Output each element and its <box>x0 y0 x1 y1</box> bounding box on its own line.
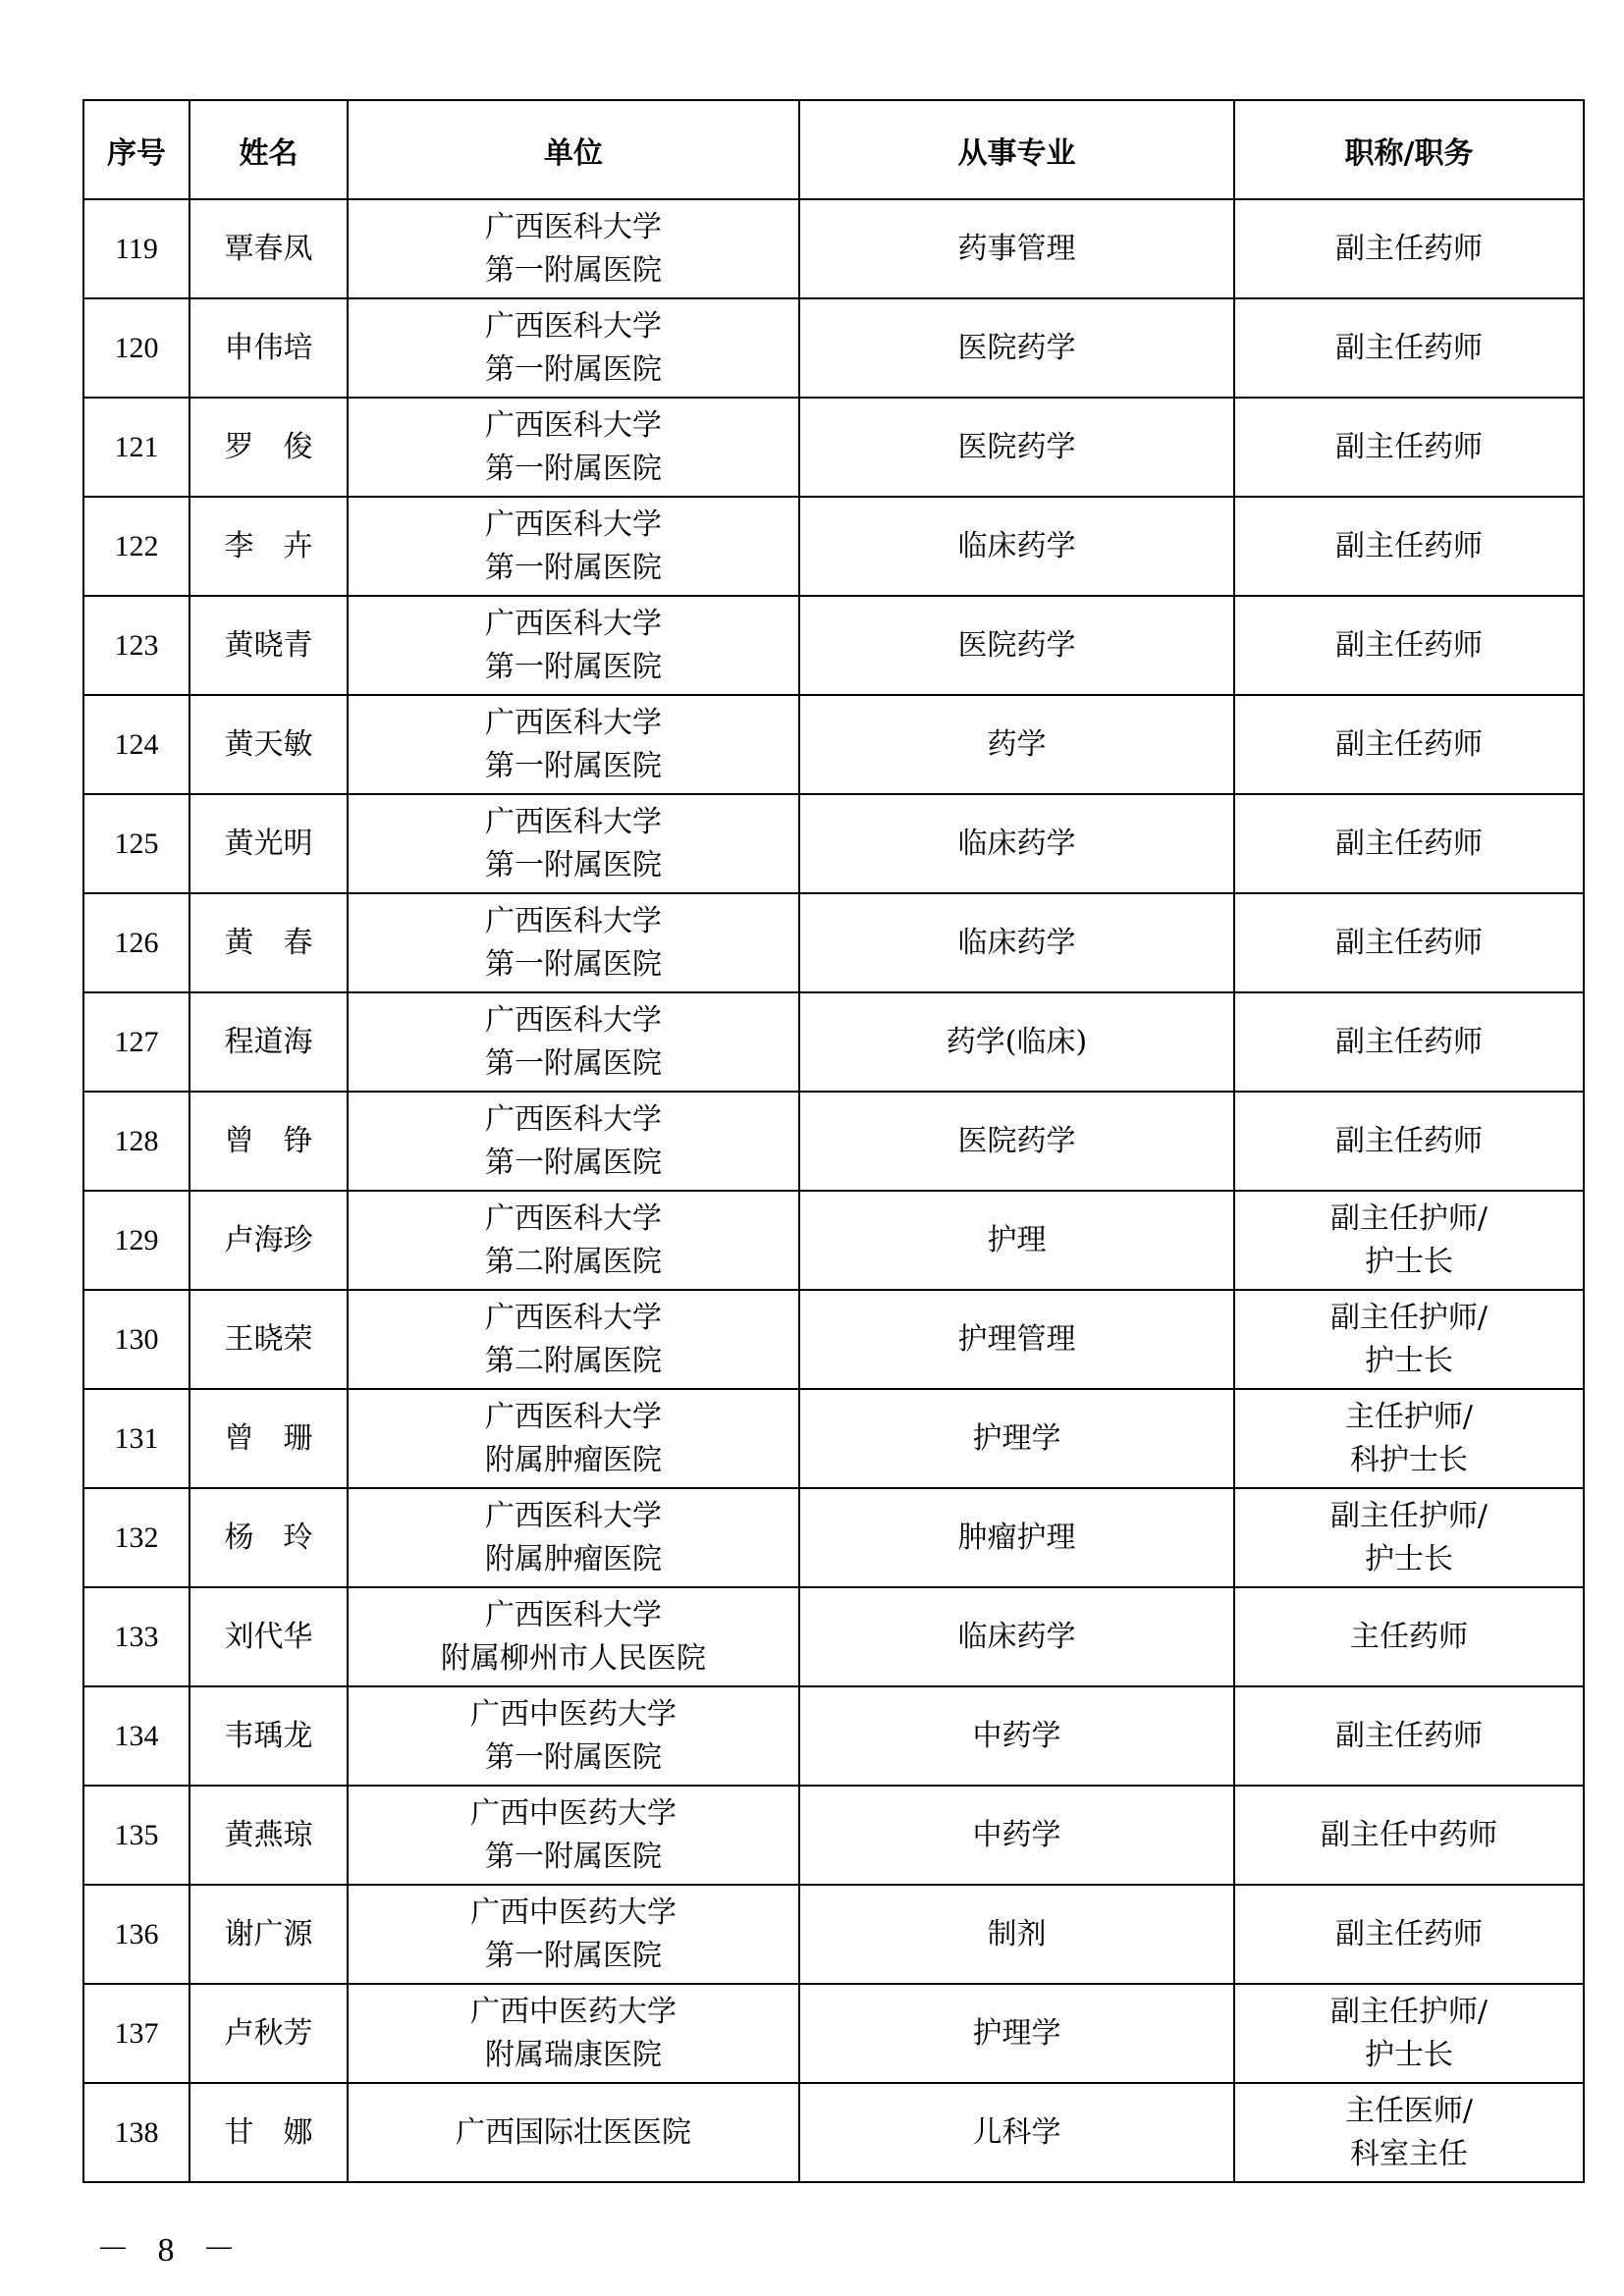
cell-unit-line: 广西医科大学 <box>485 1101 662 1137</box>
cell-unit-line: 第一附属医院 <box>485 451 662 486</box>
cell-title-position-line: 副主任药师 <box>1335 528 1483 563</box>
cell-unit-line: 广西医科大学 <box>485 804 662 839</box>
cell-major <box>799 1587 1234 1686</box>
cell-major-line: 医院药学 <box>957 330 1076 365</box>
cell-major <box>799 1786 1234 1885</box>
cell-name: 罗 俊 <box>189 398 348 497</box>
cell-major <box>799 1290 1234 1389</box>
cell-unit-line: 广西医科大学 <box>485 1201 662 1236</box>
cell-major <box>799 398 1234 497</box>
cell-unit-line: 广西医科大学 <box>485 1002 662 1038</box>
cell-unit-line: 广西中医药大学 <box>470 1895 677 1930</box>
cell-serial-number: 133 <box>83 1587 189 1686</box>
cell-unit-line: 第一附属医院 <box>485 1938 662 1973</box>
cell-title-position-line: 主任医师/ <box>1344 2093 1474 2128</box>
cell-title-position <box>1234 497 1584 596</box>
table-header-row <box>83 100 1584 199</box>
cell-unit <box>348 298 799 398</box>
cell-unit-line: 广西医科大学 <box>485 1300 662 1335</box>
cell-unit-line: 第一附属医院 <box>485 550 662 585</box>
cell-unit <box>348 1488 799 1587</box>
cell-title-position <box>1234 1885 1584 1984</box>
cell-name: 黄光明 <box>189 794 348 893</box>
cell-title-position-line: 副主任药师 <box>1335 1123 1483 1158</box>
table-row <box>83 1389 1584 1488</box>
cell-title-position-line: 副主任中药师 <box>1321 1817 1497 1852</box>
cell-major-line: 制剂 <box>987 1916 1047 1951</box>
cell-major-line: 临床药学 <box>957 1619 1076 1654</box>
header-serial-number: 序号 <box>83 100 189 199</box>
cell-serial-number: 125 <box>83 794 189 893</box>
cell-serial-number: 123 <box>83 596 189 695</box>
cell-title-position-line: 副主任药师 <box>1335 1718 1483 1753</box>
cell-title-position <box>1234 398 1584 497</box>
header-title-position: 职称/职务 <box>1234 100 1584 199</box>
cell-unit-line: 第一附属医院 <box>485 748 662 783</box>
cell-unit-line: 第一附属医院 <box>485 847 662 882</box>
cell-title-position-line: 科护士长 <box>1350 1442 1468 1477</box>
table-row <box>83 199 1584 298</box>
cell-unit-line: 第一附属医院 <box>485 252 662 288</box>
table-row <box>83 398 1584 497</box>
cell-unit <box>348 398 799 497</box>
cell-serial-number: 135 <box>83 1786 189 1885</box>
table-row <box>83 1092 1584 1191</box>
cell-unit-line: 第一附属医院 <box>485 1145 662 1180</box>
cell-major-line: 中药学 <box>972 1817 1061 1852</box>
cell-title-position <box>1234 992 1584 1092</box>
cell-name: 谢广源 <box>189 1885 348 1984</box>
cell-unit-line: 附属柳州市人民医院 <box>441 1640 706 1676</box>
table-row <box>83 1686 1584 1786</box>
cell-unit <box>348 1389 799 1488</box>
cell-unit-line: 广西医科大学 <box>485 903 662 938</box>
cell-unit-line: 第一附属医院 <box>485 946 662 982</box>
page-number: － 8 － <box>96 2232 245 2269</box>
cell-title-position-line: 主任药师 <box>1350 1619 1468 1654</box>
cell-name: 黄 春 <box>189 893 348 992</box>
cell-unit-line: 广西国际壮医医院 <box>456 2114 691 2150</box>
cell-unit <box>348 1786 799 1885</box>
cell-unit <box>348 1984 799 2083</box>
cell-serial-number: 127 <box>83 992 189 1092</box>
cell-major-line: 护理学 <box>972 2015 1061 2051</box>
cell-serial-number: 119 <box>83 199 189 298</box>
cell-name: 曾 珊 <box>189 1389 348 1488</box>
cell-title-position-line: 护士长 <box>1365 2037 1453 2072</box>
cell-major-line: 医院药学 <box>957 429 1076 464</box>
cell-major <box>799 298 1234 398</box>
table-body <box>83 199 1584 2182</box>
cell-title-position <box>1234 2083 1584 2182</box>
cell-major-line: 护理学 <box>972 1420 1061 1456</box>
cell-name: 刘代华 <box>189 1587 348 1686</box>
cell-major-line: 护理 <box>987 1222 1047 1257</box>
cell-serial-number: 134 <box>83 1686 189 1786</box>
cell-serial-number: 130 <box>83 1290 189 1389</box>
cell-serial-number: 138 <box>83 2083 189 2182</box>
cell-unit-line: 第一附属医院 <box>485 1839 662 1874</box>
cell-major <box>799 497 1234 596</box>
cell-serial-number: 137 <box>83 1984 189 2083</box>
cell-title-position-line: 副主任药师 <box>1335 627 1483 663</box>
cell-name: 黄燕琼 <box>189 1786 348 1885</box>
cell-unit-line: 第一附属医院 <box>485 649 662 684</box>
cell-name: 杨 玲 <box>189 1488 348 1587</box>
cell-title-position <box>1234 596 1584 695</box>
cell-major <box>799 1686 1234 1786</box>
cell-unit <box>348 2083 799 2182</box>
cell-title-position <box>1234 298 1584 398</box>
staff-roster-table <box>82 99 1585 2183</box>
cell-title-position-line: 副主任药师 <box>1335 330 1483 365</box>
cell-unit-line: 广西医科大学 <box>485 1399 662 1434</box>
cell-unit-line: 附属肿瘤医院 <box>485 1442 662 1477</box>
cell-major <box>799 893 1234 992</box>
cell-serial-number: 131 <box>83 1389 189 1488</box>
cell-unit-line: 第二附属医院 <box>485 1244 662 1279</box>
table-row <box>83 497 1584 596</box>
cell-major <box>799 794 1234 893</box>
table-row <box>83 298 1584 398</box>
cell-title-position-line: 主任护师/ <box>1344 1399 1474 1434</box>
cell-unit-line: 广西医科大学 <box>485 507 662 542</box>
cell-serial-number: 120 <box>83 298 189 398</box>
cell-major <box>799 596 1234 695</box>
table-row <box>83 596 1584 695</box>
cell-unit <box>348 596 799 695</box>
cell-unit-line: 广西中医药大学 <box>470 1696 677 1732</box>
table-row <box>83 794 1584 893</box>
cell-serial-number: 129 <box>83 1191 189 1290</box>
cell-title-position <box>1234 1587 1584 1686</box>
cell-title-position <box>1234 1389 1584 1488</box>
cell-name: 申伟培 <box>189 298 348 398</box>
table-row <box>83 1191 1584 1290</box>
cell-unit <box>348 1885 799 1984</box>
cell-unit-line: 第二附属医院 <box>485 1343 662 1378</box>
cell-unit <box>348 1191 799 1290</box>
cell-major <box>799 199 1234 298</box>
cell-major-line: 儿科学 <box>972 2114 1061 2150</box>
table-row <box>83 1786 1584 1885</box>
cell-title-position <box>1234 893 1584 992</box>
table-row <box>83 893 1584 992</box>
cell-unit-line: 广西医科大学 <box>485 705 662 740</box>
cell-unit <box>348 1587 799 1686</box>
cell-title-position-line: 科室主任 <box>1350 2136 1468 2171</box>
cell-unit <box>348 1092 799 1191</box>
cell-name: 卢秋芳 <box>189 1984 348 2083</box>
table-row <box>83 1984 1584 2083</box>
table-row <box>83 1587 1584 1686</box>
cell-unit-line: 第一附属医院 <box>485 351 662 387</box>
cell-major-line: 药事管理 <box>957 231 1076 266</box>
cell-title-position-line: 副主任药师 <box>1335 429 1483 464</box>
cell-title-position-line: 副主任护师/ <box>1329 1201 1489 1236</box>
header-major: 从事专业 <box>799 100 1234 199</box>
cell-title-position-line: 护士长 <box>1365 1343 1453 1378</box>
cell-unit-line: 广西医科大学 <box>485 209 662 244</box>
cell-title-position-line: 护士长 <box>1365 1541 1453 1576</box>
cell-title-position-line: 副主任药师 <box>1335 726 1483 762</box>
cell-major-line: 临床药学 <box>957 826 1076 861</box>
cell-serial-number: 121 <box>83 398 189 497</box>
header-name: 姓名 <box>189 100 348 199</box>
cell-unit-line: 广西医科大学 <box>485 1498 662 1533</box>
table-row <box>83 992 1584 1092</box>
cell-major <box>799 992 1234 1092</box>
cell-name: 甘 娜 <box>189 2083 348 2182</box>
cell-major <box>799 1191 1234 1290</box>
cell-major-line: 药学 <box>987 726 1047 762</box>
table-row <box>83 1885 1584 1984</box>
cell-unit <box>348 695 799 794</box>
cell-unit <box>348 1686 799 1786</box>
cell-unit <box>348 497 799 596</box>
cell-major-line: 护理管理 <box>957 1321 1076 1357</box>
cell-unit <box>348 199 799 298</box>
cell-unit-line: 广西中医药大学 <box>470 1795 677 1831</box>
cell-title-position-line: 副主任护师/ <box>1329 1498 1489 1533</box>
cell-title-position-line: 副主任药师 <box>1335 1916 1483 1951</box>
cell-unit-line: 广西医科大学 <box>485 1597 662 1632</box>
cell-unit-line: 附属肿瘤医院 <box>485 1541 662 1576</box>
cell-major-line: 肿瘤护理 <box>957 1520 1076 1555</box>
cell-title-position-line: 副主任药师 <box>1335 231 1483 266</box>
cell-name: 王晓荣 <box>189 1290 348 1389</box>
cell-major <box>799 1389 1234 1488</box>
cell-title-position-line: 副主任护师/ <box>1329 1994 1489 2029</box>
cell-unit-line: 第一附属医院 <box>485 1045 662 1081</box>
table-row <box>83 2083 1584 2182</box>
cell-unit-line: 附属瑞康医院 <box>485 2037 662 2072</box>
cell-title-position <box>1234 1092 1584 1191</box>
cell-unit-line: 广西中医药大学 <box>470 1994 677 2029</box>
cell-unit <box>348 794 799 893</box>
header-unit: 单位 <box>348 100 799 199</box>
cell-name: 曾 铮 <box>189 1092 348 1191</box>
cell-title-position <box>1234 199 1584 298</box>
cell-major <box>799 1092 1234 1191</box>
cell-title-position <box>1234 1786 1584 1885</box>
cell-major-line: 临床药学 <box>957 528 1076 563</box>
cell-major <box>799 2083 1234 2182</box>
cell-serial-number: 128 <box>83 1092 189 1191</box>
cell-name: 覃春凤 <box>189 199 348 298</box>
cell-serial-number: 132 <box>83 1488 189 1587</box>
cell-unit-line: 第一附属医院 <box>485 1739 662 1775</box>
table-row <box>83 1488 1584 1587</box>
cell-title-position <box>1234 1191 1584 1290</box>
table-row <box>83 695 1584 794</box>
cell-name: 卢海珍 <box>189 1191 348 1290</box>
cell-name: 韦瑀龙 <box>189 1686 348 1786</box>
cell-unit <box>348 893 799 992</box>
cell-title-position-line: 护士长 <box>1365 1244 1453 1279</box>
cell-name: 李 卉 <box>189 497 348 596</box>
cell-unit-line: 广西医科大学 <box>485 606 662 641</box>
cell-major-line: 中药学 <box>972 1718 1061 1753</box>
cell-major-line: 药学(临床) <box>946 1024 1088 1059</box>
cell-serial-number: 126 <box>83 893 189 992</box>
cell-name: 程道海 <box>189 992 348 1092</box>
cell-title-position <box>1234 1290 1584 1389</box>
cell-title-position <box>1234 1488 1584 1587</box>
cell-title-position <box>1234 695 1584 794</box>
cell-title-position-line: 副主任护师/ <box>1329 1300 1489 1335</box>
cell-major-line: 临床药学 <box>957 925 1076 960</box>
cell-unit <box>348 1290 799 1389</box>
cell-unit <box>348 992 799 1092</box>
cell-title-position <box>1234 1984 1584 2083</box>
cell-unit-line: 广西医科大学 <box>485 407 662 443</box>
cell-name: 黄晓青 <box>189 596 348 695</box>
cell-title-position <box>1234 794 1584 893</box>
cell-title-position-line: 副主任药师 <box>1335 826 1483 861</box>
cell-major-line: 医院药学 <box>957 627 1076 663</box>
cell-serial-number: 124 <box>83 695 189 794</box>
cell-serial-number: 122 <box>83 497 189 596</box>
cell-title-position <box>1234 1686 1584 1786</box>
cell-title-position-line: 副主任药师 <box>1335 1024 1483 1059</box>
cell-serial-number: 136 <box>83 1885 189 1984</box>
cell-major <box>799 1984 1234 2083</box>
cell-unit-line: 广西医科大学 <box>485 308 662 344</box>
cell-name: 黄天敏 <box>189 695 348 794</box>
cell-major-line: 医院药学 <box>957 1123 1076 1158</box>
cell-major <box>799 1885 1234 1984</box>
table-row <box>83 1290 1584 1389</box>
cell-major <box>799 1488 1234 1587</box>
cell-major <box>799 695 1234 794</box>
cell-title-position-line: 副主任药师 <box>1335 925 1483 960</box>
